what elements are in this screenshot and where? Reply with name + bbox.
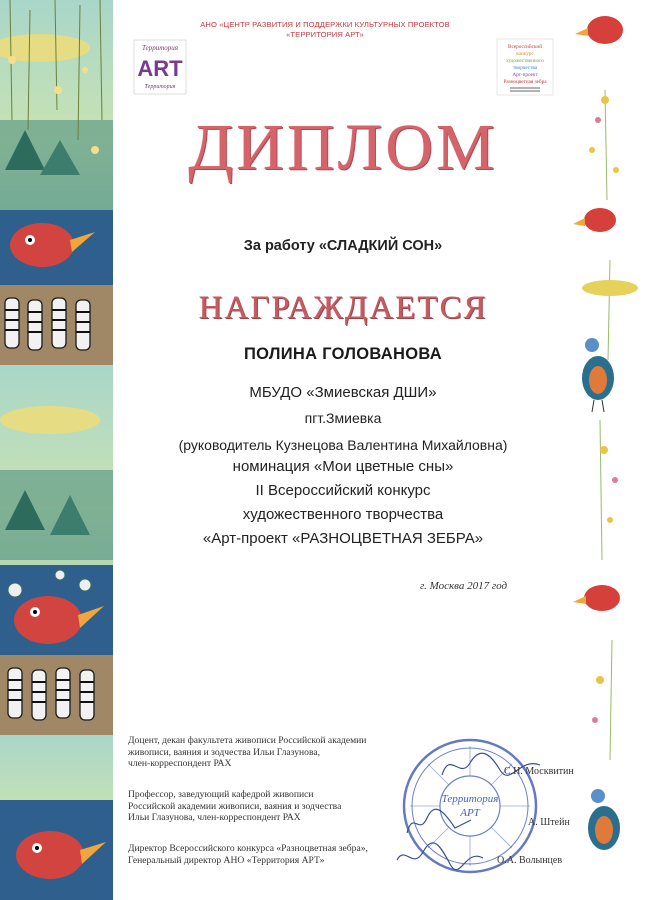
- signatory-3-line1: Директор Всероссийского конкурса «Разноцветная зебра»,: [128, 843, 368, 854]
- logo-top-text: Территория: [141, 44, 179, 52]
- signatory-2-line3: Ильи Глазунова, член-корреспондент РАХ: [128, 812, 301, 823]
- nomination: номинация «Мои цветные сны»: [232, 458, 454, 475]
- logo-bottom-text: Территория: [144, 84, 176, 90]
- zebra-logo-line5: Арт-проект: [512, 72, 538, 78]
- territory-art-logo: [132, 38, 188, 96]
- zebra-logo-line1: Всероссийский: [508, 44, 542, 50]
- stamp-text-line1: Территория: [441, 793, 499, 805]
- awarded-heading: НАГРАЖДАЕТСЯ: [198, 290, 488, 326]
- zebra-logo-line4: творчества: [512, 65, 538, 71]
- organization-line1: АНО «ЦЕНТР РАЗВИТИЯ И ПОДДЕРЖКИ КУЛЬТУРНЫХ ПРОЕКТОВ: [200, 20, 450, 29]
- logo-main-text: ART: [137, 56, 183, 81]
- organization-header: [160, 20, 490, 40]
- signatory-2-name: А. Штейн: [528, 817, 570, 828]
- leader-name: (руководитель Кузнецова Валентина Михайловна): [178, 437, 508, 453]
- organization-line2: «ТЕРРИТОРИЯ АРТ»: [286, 30, 364, 39]
- recipient-name: ПОЛИНА ГОЛОВАНОВА: [244, 345, 442, 363]
- zebra-logo-line6: Разноцветная зебра: [503, 79, 547, 85]
- signatory-2-title: [128, 789, 428, 824]
- right-decorative-artwork: [570, 0, 649, 900]
- signatory-1-name: С.Н. Москвитин: [504, 766, 574, 777]
- signatory-1-line3: член-корреспондент РАХ: [128, 758, 232, 769]
- left-decorative-artwork: [0, 0, 113, 900]
- signatory-2-line2: Российской академии живописи, ваяния и зодчества: [128, 800, 342, 812]
- signatory-2-line1: Профессор, заведующий кафедрой живописи: [128, 789, 314, 800]
- place-date: г. Москва 2017 год: [420, 580, 508, 592]
- zebra-contest-logo: [496, 38, 554, 96]
- zebra-logo-line2: конкурс: [516, 51, 534, 57]
- signatory-3-line2: Генеральный директор АНО «Территория АРТ»: [128, 854, 325, 866]
- signatory-3-title: [128, 843, 428, 866]
- signatory-1-line2: живописи, ваяния и зодчества Ильи Глазунова,: [128, 746, 321, 758]
- signatory-3-name: О.А. Волынцев: [497, 855, 563, 866]
- zebra-logo-line3: художественного: [506, 58, 544, 64]
- contest-line1: II Всероссийский конкурс: [255, 482, 431, 499]
- stamp-text-line2: АРТ: [460, 807, 480, 819]
- town-name: пгт.Змиевка: [304, 410, 382, 426]
- contest-line3: «Арт-проект «РАЗНОЦВЕТНАЯ ЗЕБРА»: [202, 530, 484, 547]
- award-work-line: За работу «СЛАДКИЙ СОН»: [243, 238, 443, 254]
- school-name: МБУДО «Змиевская ДШИ»: [249, 384, 437, 401]
- diploma-title: ДИПЛОМ: [188, 111, 498, 184]
- signature-scribble: [440, 745, 550, 785]
- contest-line2: художественного творчества: [242, 506, 444, 523]
- signatory-1-line1: Доцент, декан факультета живописи Российской академии: [128, 735, 367, 746]
- signatory-1-title: [128, 735, 438, 770]
